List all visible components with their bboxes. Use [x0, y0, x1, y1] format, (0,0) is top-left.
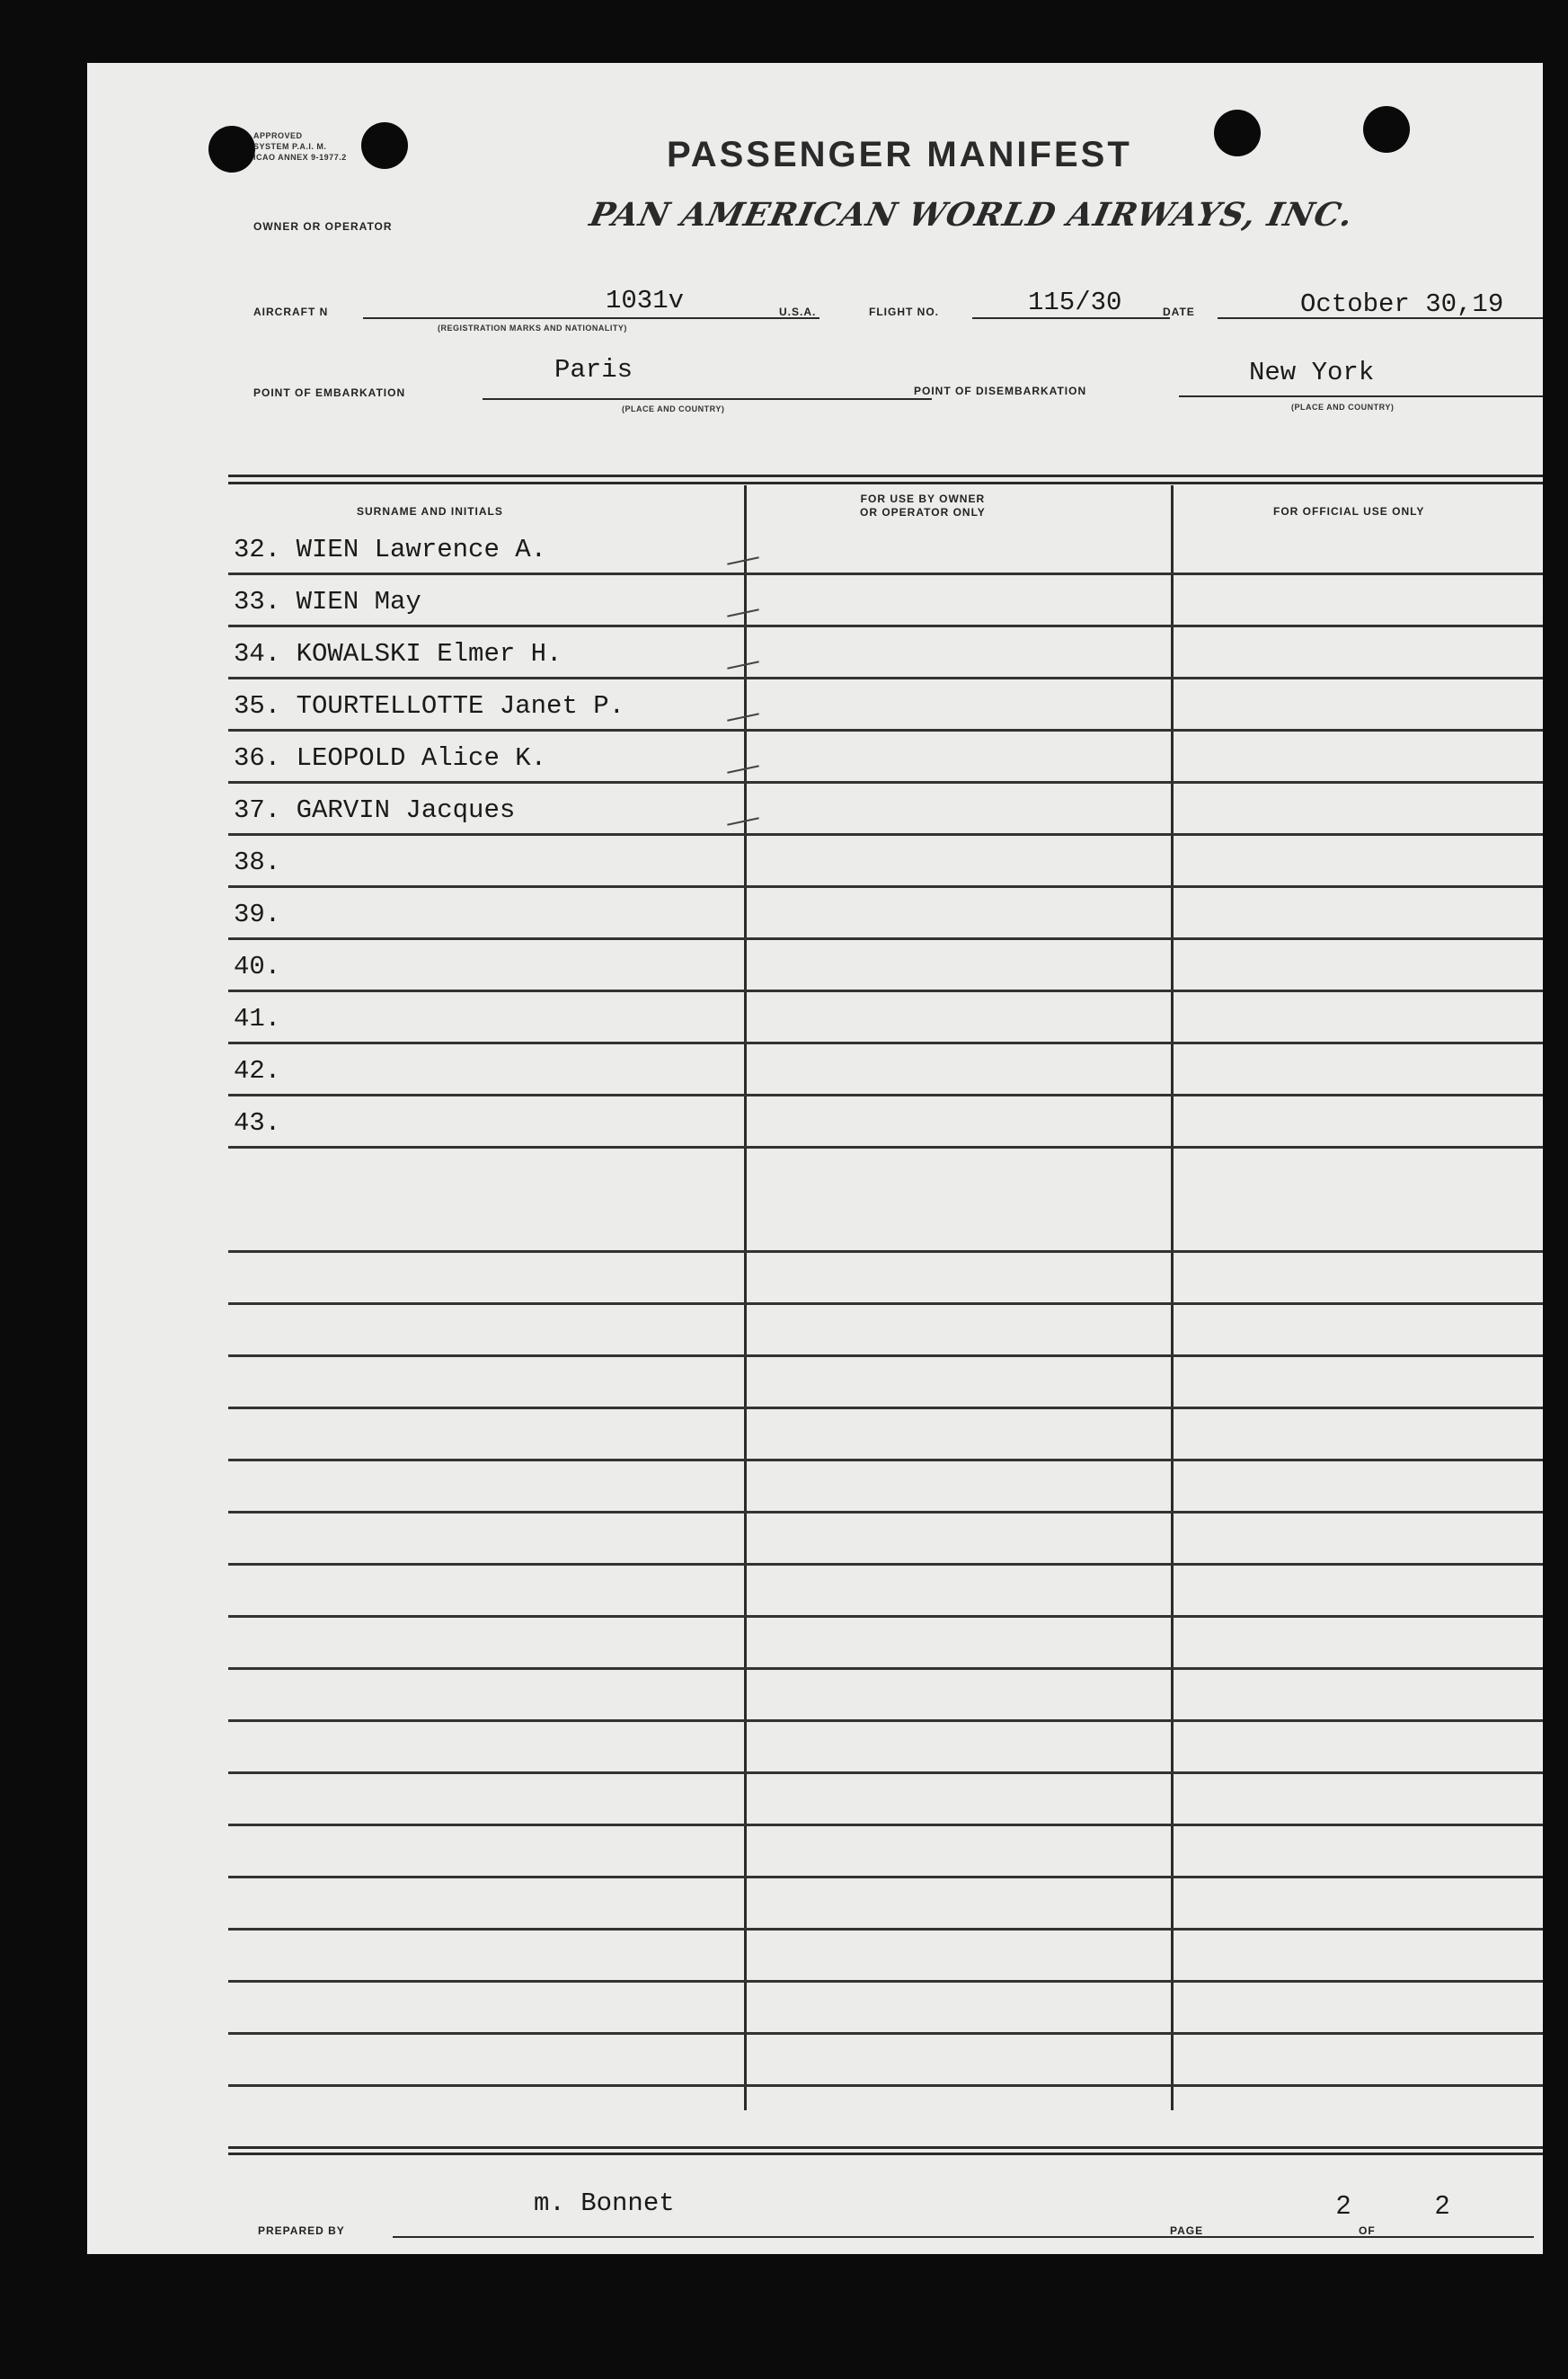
manifest-page	[87, 63, 1543, 2254]
punch-hole	[208, 126, 255, 173]
airline-name: PAN AMERICAN WORLD AIRWAYS, INC.	[586, 196, 1358, 234]
check-mark-icon	[727, 661, 759, 669]
date-label: DATE	[1163, 306, 1195, 318]
passenger-entry: 34. KOWALSKI Elmer H.	[234, 639, 563, 669]
embarkation-caption: (PLACE AND COUNTRY)	[622, 404, 725, 413]
row-rule	[228, 1928, 1543, 1931]
disembarkation-label: POINT OF DISEMBARKATION	[914, 385, 1087, 397]
row-rule	[228, 573, 1543, 575]
check-mark-icon	[727, 765, 759, 773]
row-rule	[228, 2032, 1543, 2035]
owner-label: OWNER OR OPERATOR	[253, 220, 393, 233]
passenger-entry: 33. WIEN May	[234, 587, 421, 617]
punch-hole	[1214, 110, 1261, 156]
row-rule	[228, 1719, 1543, 1722]
row-rule	[228, 1615, 1543, 1618]
row-rule	[228, 1667, 1543, 1670]
check-mark-icon	[727, 556, 759, 564]
row-rule	[228, 1250, 1543, 1253]
page-number: 2	[1336, 2191, 1351, 2220]
row-rule	[228, 1771, 1543, 1774]
row-rule	[228, 1302, 1543, 1305]
row-rule	[228, 677, 1543, 679]
row-rule	[228, 1407, 1543, 1409]
passenger-entry: 36. LEOPOLD Alice K.	[234, 743, 547, 773]
prepared-by-value: m. Bonnet	[534, 2188, 675, 2218]
disembarkation-caption: (PLACE AND COUNTRY)	[1291, 403, 1395, 412]
embarkation-value: Paris	[554, 355, 633, 385]
row-rule	[228, 729, 1543, 732]
aircraft-label: AIRCRAFT N	[253, 306, 329, 318]
aircraft-value: 1031v	[606, 286, 685, 315]
passenger-entry: 32. WIEN Lawrence A.	[234, 535, 547, 564]
usa-label: U.S.A.	[779, 306, 817, 318]
approval-line: ICAO ANNEX 9-1977.2	[253, 153, 347, 162]
page-title: PASSENGER MANIFEST	[667, 135, 1132, 174]
row-rule	[228, 1094, 1543, 1096]
prepared-by-label: PREPARED BY	[258, 2224, 345, 2237]
approval-stamp	[253, 130, 347, 163]
row-rule	[228, 1511, 1543, 1514]
row-rule	[228, 1354, 1543, 1357]
passenger-entry: 39.	[234, 900, 281, 929]
row-rule	[228, 1146, 1543, 1149]
disembarkation-value: New York	[1249, 358, 1375, 387]
row-rule	[228, 990, 1543, 992]
embarkation-label: POINT OF EMBARKATION	[253, 386, 406, 399]
column-header-official: FOR OFFICIAL USE ONLY	[1273, 505, 1425, 518]
row-rule	[228, 1980, 1543, 1983]
passenger-entry: 35. TOURTELLOTTE Janet P.	[234, 691, 625, 721]
column-header-surname: SURNAME AND INITIALS	[357, 505, 503, 518]
flight-value: 115/30	[1028, 288, 1122, 317]
row-rule	[228, 1824, 1543, 1826]
row-rule	[228, 1042, 1543, 1044]
passenger-entry: 38.	[234, 848, 281, 877]
punch-hole	[361, 122, 408, 169]
flight-label: FLIGHT NO.	[869, 306, 939, 318]
approval-line: SYSTEM P.A.I. M.	[253, 142, 327, 151]
row-rule	[228, 781, 1543, 784]
check-mark-icon	[727, 713, 759, 721]
passenger-entry: 43.	[234, 1108, 281, 1138]
row-rule	[228, 885, 1543, 888]
column-header-owner-line: OR OPERATOR ONLY	[860, 506, 986, 519]
row-rule	[228, 1876, 1543, 1878]
check-mark-icon	[727, 608, 759, 617]
row-rule	[228, 937, 1543, 940]
row-rule	[228, 625, 1543, 627]
registration-caption: (REGISTRATION MARKS AND NATIONALITY)	[438, 324, 627, 333]
column-header-owner-line: FOR USE BY OWNER	[860, 493, 986, 505]
row-rule	[228, 1563, 1543, 1566]
column-header-owner	[860, 493, 986, 519]
passenger-entry: 37. GARVIN Jacques	[234, 795, 516, 825]
passenger-entry: 41.	[234, 1004, 281, 1034]
check-mark-icon	[727, 817, 759, 825]
approval-line: APPROVED	[253, 131, 303, 140]
date-value: October 30,19	[1300, 289, 1504, 319]
row-rule	[228, 833, 1543, 836]
passenger-entry: 42.	[234, 1056, 281, 1086]
punch-hole	[1363, 106, 1410, 153]
of-label: OF	[1359, 2224, 1376, 2237]
passenger-entry: 40.	[234, 952, 281, 981]
page-label: PAGE	[1170, 2224, 1204, 2237]
page-total: 2	[1435, 2191, 1450, 2220]
row-rule	[228, 2084, 1543, 2087]
row-rule	[228, 1459, 1543, 1461]
